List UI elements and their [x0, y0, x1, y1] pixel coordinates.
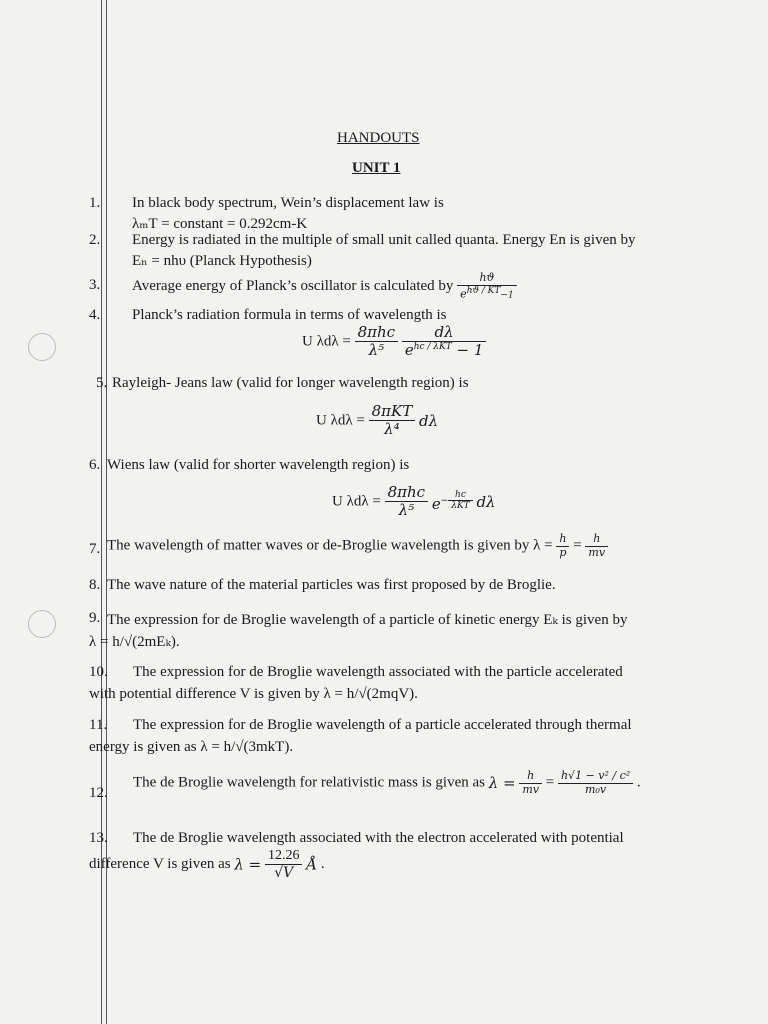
- equation-fraction: [265, 848, 303, 881]
- equation-fraction: [457, 272, 517, 301]
- fraction-denominator: λ⁴: [384, 420, 400, 439]
- item-number: 7.: [89, 541, 101, 557]
- item-text: Energy is radiated in the multiple of small unit called quanta. Energy En is given by: [132, 232, 636, 248]
- fraction-denominator: m₀v: [585, 782, 607, 796]
- item-number: 13.: [89, 830, 108, 846]
- item-number: 12.: [89, 785, 108, 801]
- fraction-denominator: $e^{hc / \lambda KT} - 1$: [404, 341, 484, 360]
- equation-lhs: U λdλ =: [316, 412, 365, 429]
- fraction-denominator: λ⁵: [368, 341, 385, 360]
- item-text: [89, 848, 325, 881]
- denominator-tail: − 1: [456, 341, 484, 360]
- equation-fraction: [402, 324, 487, 360]
- exponent: hc / λKT: [413, 342, 452, 353]
- equation-lhs: U λdλ =: [302, 333, 351, 350]
- fraction-numerator: h√1 − v² / c²: [558, 770, 633, 784]
- fraction-denominator: λ⁵: [398, 501, 415, 520]
- fraction-numerator: h: [585, 533, 608, 547]
- item-text: λ = h/√(2mEₖ).: [89, 634, 180, 650]
- fraction-numerator: dλ: [402, 324, 487, 342]
- fraction-numerator: 8πKT: [369, 403, 416, 421]
- equation-fraction: [355, 324, 398, 360]
- item-text-label: The de Broglie wavelength for relativistic mass is given as: [133, 774, 485, 791]
- exponent: − hc λKT: [441, 496, 473, 506]
- equals-sign: =: [573, 537, 582, 554]
- item-text: Rayleigh- Jeans law (valid for longer wavelength region) is: [112, 375, 469, 391]
- equals-sign: =: [545, 774, 555, 791]
- item-number: 3.: [89, 277, 101, 293]
- fraction-denominator: p: [559, 545, 567, 559]
- unit-heading: UNIT 1: [352, 160, 401, 176]
- item-text: The expression for de Broglie wavelength associated with the particle accelerated: [133, 664, 623, 680]
- denominator-tail: −1: [500, 290, 514, 301]
- fraction-denominator: mv: [588, 545, 606, 559]
- equation-fraction: [556, 533, 569, 559]
- item-number: 4.: [89, 307, 101, 323]
- equation-lhs: λ =: [234, 855, 262, 874]
- period: .: [320, 856, 325, 873]
- item-number: 2.: [89, 232, 101, 248]
- item-text: The expression for de Broglie wavelength of a particle of kinetic energy Eₖ is given by: [107, 612, 628, 628]
- item-text: with potential difference V is given by λ = h/√(2mqV).: [89, 686, 418, 702]
- exponent: hϑ / KT: [466, 285, 501, 296]
- fraction-numerator: hϑ: [457, 272, 517, 286]
- equation: [332, 484, 496, 520]
- exponential: $e^{- \frac{hc}{\text{λKT}}}$: [432, 495, 473, 513]
- item-text-label: Average energy of Planck’s oscillator is calculated by: [132, 277, 454, 294]
- item-text: Eₙ = nhυ (Planck Hypothesis): [132, 253, 312, 269]
- fraction-denominator: mv: [522, 782, 539, 796]
- item-text: λₘT = constant = 0.292cm-K: [132, 216, 308, 232]
- item-text: In black body spectrum, Wein’s displacement law is: [132, 195, 444, 211]
- page-title: HANDOUTS: [337, 130, 420, 146]
- item-text: The de Broglie wavelength associated with the electron accelerated with potential: [133, 830, 624, 846]
- fraction-denominator: λKT: [451, 501, 470, 512]
- punch-hole-top: [28, 333, 56, 361]
- item-text: [133, 770, 641, 796]
- fraction-numerator: 12.26: [265, 848, 303, 865]
- item-text-label: The wavelength of matter waves or de-Broglie wavelength is given by λ =: [107, 537, 553, 554]
- item-text: Planck’s radiation formula in terms of wavelength is: [132, 307, 447, 323]
- angstrom-unit: Å: [306, 855, 318, 874]
- fraction-numerator: 8πhc: [385, 484, 428, 502]
- item-text-label: difference V is given as: [89, 856, 231, 873]
- fraction-denominator: $e^{hϑ / KT}-1$: [460, 285, 514, 301]
- item-number: 1.: [89, 195, 101, 211]
- item-number: 11.: [89, 717, 108, 733]
- item-text: [132, 272, 517, 301]
- item-text: [107, 533, 608, 559]
- exponent-fraction: [448, 490, 472, 512]
- equation-fraction: [519, 770, 542, 796]
- item-text: Wiens law (valid for shorter wavelength region) is: [107, 457, 410, 473]
- equation: [316, 403, 438, 439]
- equation-tail: dλ: [476, 492, 496, 511]
- punch-hole-bottom: [28, 610, 56, 638]
- item-number: 8.: [89, 577, 101, 593]
- equation-fraction: [369, 403, 416, 439]
- item-number: 6.: [89, 457, 101, 473]
- equation-tail: dλ: [418, 411, 439, 430]
- period: .: [636, 774, 641, 791]
- item-text: The wave nature of the material particles was first proposed by de Broglie.: [107, 577, 556, 593]
- item-number: 9.: [89, 610, 101, 626]
- fraction-numerator: h: [556, 533, 569, 547]
- equation-fraction: [585, 533, 608, 559]
- item-number: 5.: [96, 375, 108, 391]
- item-text: The expression for de Broglie wavelength of a particle accelerated through thermal: [133, 717, 632, 733]
- equation-fraction: [385, 484, 428, 520]
- equation-lhs: λ =: [488, 774, 516, 793]
- fraction-numerator: 8πhc: [355, 324, 398, 342]
- item-number: 10.: [89, 664, 108, 680]
- fraction-numerator: h: [519, 770, 542, 784]
- item-text: energy is given as λ = h/√(3mkT).: [89, 739, 294, 755]
- fraction-denominator: √V: [274, 865, 294, 882]
- equation-fraction: [558, 770, 633, 796]
- equation: [302, 324, 486, 360]
- fraction-numerator: hc: [448, 490, 472, 501]
- equation-lhs: U λdλ =: [332, 493, 381, 510]
